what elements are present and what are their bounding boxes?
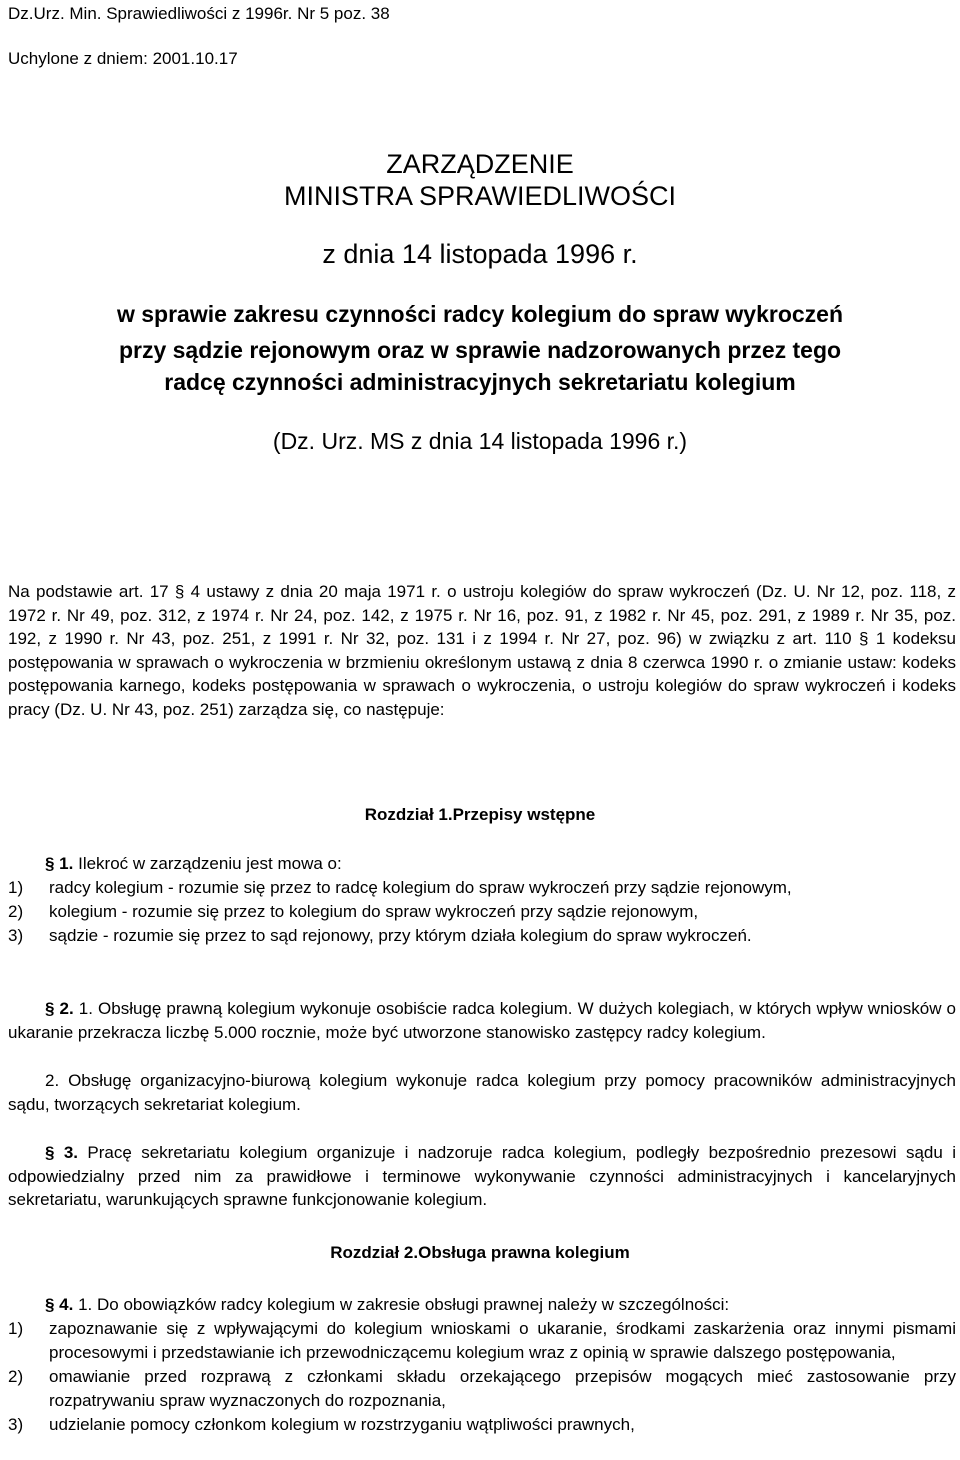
section-4-list	[8, 1317, 956, 1437]
subject-line-1: w sprawie zakresu czynności radcy kolegium do spraw wykroczeń	[116, 301, 844, 327]
chapter-2-heading: Rozdział 2.Obsługa prawna kolegium	[330, 1243, 630, 1262]
preamble: Na podstawie art. 17 § 4 ustawy z dnia 20 maja 1971 r. o ustroju kolegiów do spraw wykroczeń (Dz. U. Nr 12, poz. 118, z 1972 r. Nr 49, poz. 312, z 1974 r. Nr 24, poz. 142, z 1975 r. Nr 16, poz. 91, z 1982 r. Nr 45, poz. 291, z 1989 r. Nr 35, poz. 192, z 1990 r. Nr 43, poz. 251, z 1991 r. Nr 32, poz. 131 i z 1994 r. Nr 27, poz. 96) w związku z art. 110 § 1 kodeksu postępowania w sprawach o wykroczenia w brzmieniu określonym ustawą z dnia 8 czerwca 1990 r. o zmianie ustaw: kodeks postępowania karnego, kodeks postępowania w sprawach o wykroczenia, o ustroju kolegiów do spraw wykroczeń i kodeks pracy (Dz. U. Nr 43, poz. 251) zarządza się, co następuje:	[8, 582, 956, 719]
section-4: § 4. 1. Do obowiązków radcy kolegium w zakresie obsługi prawnej należy w szczególności:	[45, 1295, 730, 1314]
section-3-number: § 3.	[45, 1143, 79, 1162]
document-date: z dnia 14 listopada 1996 r.	[322, 239, 638, 269]
issuing-authority: MINISTRA SPRAWIEDLIWOŚCI	[283, 181, 677, 211]
section-2-point-2: 2. Obsługę organizacyjno-biurową kolegium wykonuje radca kolegium przy pomocy pracowników administracyjnych sądu, tworzących sekretariat kolegium.	[8, 1071, 956, 1114]
section-1-number: § 1.	[45, 854, 74, 873]
list-item: 2) omawianie przed rozprawą z członkami składu orzekającego przepisów mogących mieć zastosowanie przy rozpatrywaniu spraw wyznaczonych do rozpoznania,	[8, 1367, 956, 1410]
list-item: 2) kolegium - rozumie się przez to kolegium do spraw wykroczeń przy sądzie rejonowym,	[8, 902, 699, 921]
source-reference: Dz.Urz. Min. Sprawiedliwości z 1996r. Nr 5 poz. 38	[8, 4, 390, 23]
section-2-point-1: § 2. 1. Obsługę prawną kolegium wykonuje osobiście radca kolegium. W dużych kolegiach, w których wpływ wniosków o ukaranie przekracza liczbę 5.000 rocznie, może być utworzone stanowisko zastępcy radcy kolegium.	[8, 999, 957, 1042]
repeal-date: Uchylone z dniem: 2001.10.17	[8, 49, 238, 68]
publication-reference: (Dz. Urz. MS z dnia 14 listopada 1996 r.)	[272, 428, 688, 454]
section-3: § 3. Pracę sekretariatu kolegium organizuje i nadzoruje radca kolegium, podległy bezpośrednio prezesowi sądu i odpowiedzialny przed nim za prawidłowe i terminowe wykonywanie czynności administracyjnych i kancelaryjnych sekretariatu, warunkujących sprawne funkcjonowanie kolegium.	[8, 1143, 956, 1209]
chapter-1-heading: Rozdział 1.Przepisy wstępne	[364, 805, 596, 824]
list-item: 3) udzielanie pomocy członkom kolegium w rozstrzyganiu wątpliwości prawnych,	[8, 1415, 635, 1434]
section-1	[8, 852, 956, 876]
list-item: 1) zapoznawanie się z wpływającymi do kolegium wnioskami o ukaranie, środkami zaskarżenia oraz innymi pismami procesowymi i przedstawianie ich przewodniczącemu kolegium wraz z opinią w sprawie dalszego postępowania,	[8, 1319, 956, 1362]
section-1-intro: Ilekroć w zarządzeniu jest mowa o:	[78, 854, 342, 873]
subject-line-3: radcę czynności administracyjnych sekretariatu kolegium	[164, 369, 796, 395]
list-item: 3) sądzie - rozumie się przez to sąd rejonowy, przy którym działa kolegium do spraw wykroczeń.	[8, 926, 752, 945]
section-2-number: § 2.	[45, 999, 74, 1018]
subject-line-2: przy sądzie rejonowym oraz w sprawie nadzorowanych przez tego	[118, 337, 842, 363]
document-type: ZARZĄDZENIE	[386, 149, 574, 179]
list-item: 1) radcy kolegium - rozumie się przez to radcę kolegium do spraw wykroczeń przy sądzie rejonowym,	[8, 878, 792, 897]
section-4-number: § 4.	[45, 1295, 74, 1314]
section-1-list	[8, 876, 956, 948]
